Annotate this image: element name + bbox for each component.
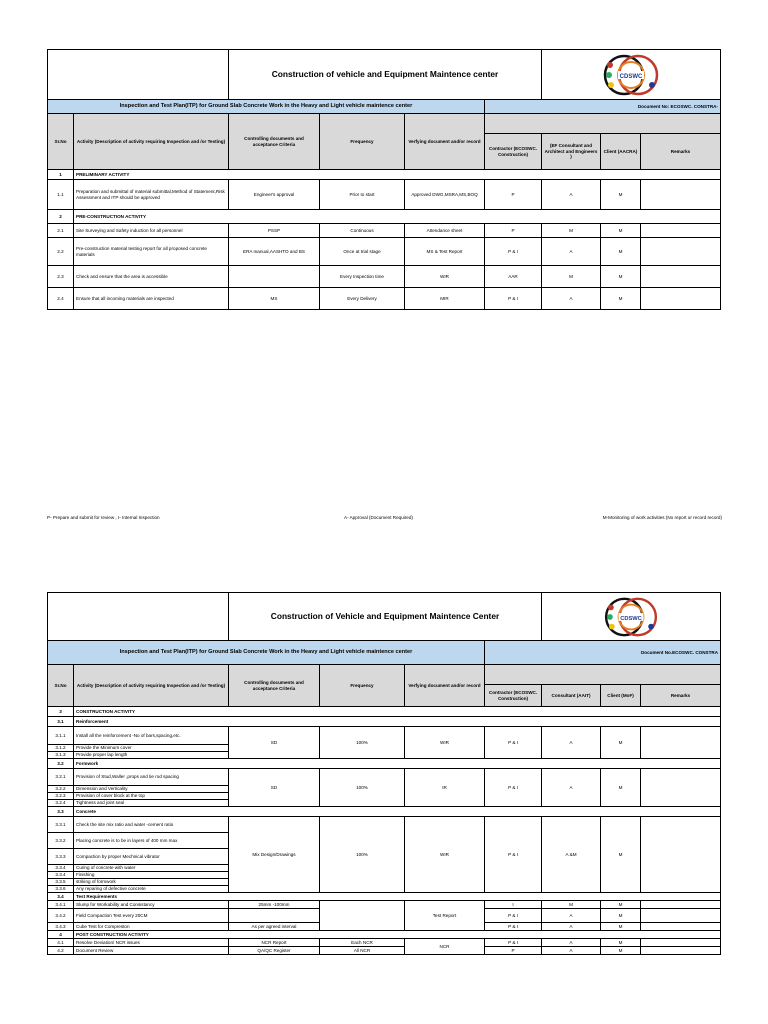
row-no: 3.1 [48, 717, 74, 727]
row-activity: Ensure that all incoming materials are inspected [74, 288, 229, 310]
row-frequency [320, 901, 405, 931]
table-row [48, 238, 721, 266]
page-title: Construction of Vehicle and Equipment Maintence Center [229, 593, 542, 641]
row-remarks [641, 180, 721, 210]
row-no: 2 [48, 210, 74, 224]
row-controlling: SD [229, 727, 320, 759]
row-activity: Resolve Deviation/ NCR issues [74, 939, 229, 947]
table-row [48, 210, 721, 224]
col-activity: Activity (Description of activity requiring Inspection and /or Testing) [74, 114, 229, 170]
legend-m: M-Monitoring of work activities (No report or record record) [602, 515, 722, 520]
row-no: 3.2.2 [48, 786, 74, 793]
row-activity: Finishing [74, 872, 229, 879]
row-consultant: M [542, 901, 601, 909]
header-blank [48, 593, 229, 641]
table-row [48, 901, 721, 909]
table-row [48, 288, 721, 310]
row-client: M [601, 769, 641, 807]
row-verifying: WIR [405, 727, 485, 759]
row-no: 3.4.2 [48, 909, 74, 923]
row-frequency: 100% [320, 817, 405, 893]
row-remarks [641, 923, 721, 931]
row-no: 3.3 [48, 807, 74, 817]
row-verifying: MS & Test Report [405, 238, 485, 266]
row-consultant: A [542, 939, 601, 947]
table-row [48, 170, 721, 180]
col-consultant: (EF Consultant and Architect and Engineers ) [542, 134, 601, 170]
table-row [48, 947, 721, 955]
row-no: 3 [48, 707, 74, 717]
row-no: 2.2 [48, 238, 74, 266]
row-no: 3.2.3 [48, 793, 74, 800]
row-activity: Site Surveying and Safety induction for all personnel [74, 224, 229, 238]
row-controlling: ERA manual,AASHTO and BS [229, 238, 320, 266]
row-verifying: WIR [405, 266, 485, 288]
col-verifying: Verfying document and/or record [405, 665, 485, 707]
row-no: 3.4 [48, 893, 74, 901]
row-consultant: A [542, 238, 601, 266]
table-row [48, 180, 721, 210]
page-title: Construction of vehicle and Equipment Maintence center [229, 50, 542, 100]
logo-icon [596, 52, 666, 98]
row-client: M [601, 238, 641, 266]
col-remarks: Remarks [641, 685, 721, 707]
col-srno: Sr.No [48, 114, 74, 170]
row-contractor: P & I [485, 909, 542, 923]
row-client: M [601, 817, 641, 893]
row-activity: Provision of Stud,Waller ,props and tie rod spacing [74, 769, 229, 786]
row-frequency: All NCR [320, 947, 405, 955]
row-controlling: Engineer's approval [229, 180, 320, 210]
row-controlling: QA/QC Register [229, 947, 320, 955]
table-row [48, 717, 721, 727]
row-controlling: PSSP [229, 224, 320, 238]
row-consultant: M [542, 266, 601, 288]
row-contractor: P & I [485, 769, 542, 807]
row-verifying: IR [405, 769, 485, 807]
row-frequency: 100% [320, 769, 405, 807]
row-client: M [601, 939, 641, 947]
table-row [48, 727, 721, 745]
row-consultant: A [542, 769, 601, 807]
row-remarks [641, 939, 721, 947]
row-no: 1 [48, 170, 74, 180]
company-logo [542, 50, 721, 100]
itp-banner: Inspection and Test Plan(ITP) for Ground Slab Concrete Work in the Heavy and Light vehicle maintence center [48, 641, 485, 665]
row-contractor: P [485, 180, 542, 210]
row-contractor: P & I [485, 727, 542, 759]
row-no: 3.4.1 [48, 901, 74, 909]
row-no: 3.1.1 [48, 727, 74, 745]
row-no: 2.4 [48, 288, 74, 310]
table-row [48, 931, 721, 939]
row-client: M [601, 224, 641, 238]
row-controlling: SD [229, 769, 320, 807]
row-contractor: P & I [485, 238, 542, 266]
legend-a: A- Approval (Document Required) [344, 515, 413, 520]
row-remarks [641, 266, 721, 288]
col-blank [485, 114, 721, 134]
row-consultant: A [542, 288, 601, 310]
col-frequency: Frequency [320, 665, 405, 707]
row-frequency: Prior to start [320, 180, 405, 210]
table-row [48, 759, 721, 769]
row-verifying: NCR [405, 939, 485, 955]
company-logo [542, 593, 721, 641]
col-contractor: Contractor (ECOSWC. Construction) [485, 134, 542, 170]
row-remarks [641, 238, 721, 266]
row-client: M [601, 923, 641, 931]
row-client: M [601, 288, 641, 310]
table-row [48, 807, 721, 817]
col-client: Client (MoF) [601, 685, 641, 707]
row-consultant: A [542, 909, 601, 923]
legend-p: P- Prepare and submit for review , I- Internal Inspection [47, 515, 160, 520]
row-no: 3.3.2 [48, 833, 74, 849]
row-no: 3.3.4 [48, 865, 74, 872]
col-activity: Activity (Description of activity requiring Inspection and /or Testing) [74, 665, 229, 707]
row-activity: Provision of cover block at the top [74, 793, 229, 800]
logo-icon [596, 595, 666, 639]
row-contractor: P [485, 224, 542, 238]
itp-banner: Inspection and Test Plan(ITP) for Ground Slab Concrete Work in the Heavy and Light vehicle maintence center [48, 100, 485, 114]
section-title: Reinforcement [74, 717, 721, 727]
row-no: 2.1 [48, 224, 74, 238]
row-remarks [641, 727, 721, 759]
row-no: 3.3.3 [48, 849, 74, 865]
row-frequency: Each NCR [320, 939, 405, 947]
row-activity: Document Review [74, 947, 229, 955]
section-title: Formwork [74, 759, 721, 769]
row-activity: Slump for Workability and Consistancy [74, 901, 229, 909]
col-frequency: Frequency [320, 114, 405, 170]
row-remarks [641, 224, 721, 238]
row-contractor: P & I [485, 288, 542, 310]
row-no: 4 [48, 931, 74, 939]
row-remarks [641, 769, 721, 807]
row-no: 3.1.2 [48, 745, 74, 752]
itp-sheet-2 [47, 592, 720, 955]
table-row [48, 893, 721, 901]
row-no: 4.2 [48, 947, 74, 955]
row-activity: Field Compaction Test every 20CM [74, 909, 229, 923]
row-consultant: A &M [542, 817, 601, 893]
row-frequency: Every Delivery [320, 288, 405, 310]
row-activity: Dimension and Verticality [74, 786, 229, 793]
row-frequency: Every Inspection time [320, 266, 405, 288]
row-controlling: Mix Design/Drawings [229, 817, 320, 893]
row-verifying: WIR [405, 817, 485, 893]
table-row [48, 224, 721, 238]
row-remarks [641, 947, 721, 955]
row-verifying: Test Report [405, 901, 485, 931]
row-client: M [601, 180, 641, 210]
row-controlling: NCR Report [229, 939, 320, 947]
row-consultant: A [542, 727, 601, 759]
section-title: PRE-CONSTRUCTION ACTIVITY [74, 210, 721, 224]
itp-sheet-1 [47, 49, 720, 310]
row-activity: Curing of concrete with water [74, 865, 229, 872]
row-activity: Compaction by proper Mechnical vibrator [74, 849, 229, 865]
row-consultant: A [542, 923, 601, 931]
row-contractor: P [485, 947, 542, 955]
table-row [48, 817, 721, 833]
col-controlling: Controlling documents and acceptance Criteria [229, 665, 320, 707]
row-no: 3.2.4 [48, 800, 74, 807]
row-controlling: As per agreed interval [229, 923, 320, 931]
row-activity: Cube Test for Compreston [74, 923, 229, 931]
section-title: Concrete [74, 807, 721, 817]
section-title: PRELIMINARY ACTIVITY [74, 170, 721, 180]
row-remarks [641, 901, 721, 909]
row-activity: Any reparing of defective concrete [74, 886, 229, 893]
row-contractor: P & I [485, 939, 542, 947]
row-remarks [641, 817, 721, 893]
row-no: 3.3.6 [48, 886, 74, 893]
row-no: 3.2.1 [48, 769, 74, 786]
col-remarks: Remarks [641, 134, 721, 170]
row-controlling [229, 909, 320, 923]
svg-text:CDSWC: CDSWC [620, 615, 642, 622]
row-activity: Tightness and joint seal [74, 800, 229, 807]
table-row [48, 266, 721, 288]
row-activity: Install all the reinforcement -No of bars,spacing,etc. [74, 727, 229, 745]
row-activity: Check the site mix ratio and water -cement ratio [74, 817, 229, 833]
document-number: Document No.ECOSWC. CONSTRA [485, 641, 721, 665]
row-frequency: Once at trial stage [320, 238, 405, 266]
section-title: POST CONSTRUCTION ACTIVITY [74, 931, 721, 939]
row-remarks [641, 288, 721, 310]
row-contractor: P & I [485, 817, 542, 893]
col-srno: Sr.No [48, 665, 74, 707]
row-activity: Placing concrete is to be in layers of 400 mm max [74, 833, 229, 849]
row-frequency: Continuous [320, 224, 405, 238]
row-frequency: 100% [320, 727, 405, 759]
row-consultant: A [542, 180, 601, 210]
row-consultant: M [542, 224, 601, 238]
col-verifying: Verfying document and/or record [405, 114, 485, 170]
row-verifying: Approved DWG,MSRA,MS,BOQ [405, 180, 485, 210]
svg-text:CDSWC: CDSWC [619, 73, 643, 80]
header-blank [48, 50, 229, 100]
row-no: 4.1 [48, 939, 74, 947]
row-no: 2.3 [48, 266, 74, 288]
row-contractor: I [485, 901, 542, 909]
col-consultant: Consultant (AAIT) [542, 685, 601, 707]
section-title: CONSTRUCTION ACTIVITY [74, 707, 721, 717]
row-client: M [601, 901, 641, 909]
table-row [48, 707, 721, 717]
row-client: M [601, 266, 641, 288]
row-activity: Preparation and submittal of material submittal,Method of Statement,Risk Assessment and ITP should be approved [74, 180, 229, 210]
col-client: Client (AACRA) [601, 134, 641, 170]
row-no: 3.2 [48, 759, 74, 769]
row-consultant: A [542, 947, 601, 955]
row-no: 1.1 [48, 180, 74, 210]
table-row [48, 769, 721, 786]
row-client: M [601, 727, 641, 759]
col-blank [485, 665, 721, 685]
row-controlling [229, 266, 320, 288]
row-contractor: P & I [485, 923, 542, 931]
row-client: M [601, 909, 641, 923]
row-verifying: MIR [405, 288, 485, 310]
document-number: Document No: ECOSWC. CONSTRA- [485, 100, 721, 114]
row-no: 3.3.4 [48, 872, 74, 879]
row-activity: Provide the Minimum cover [74, 745, 229, 752]
row-controlling: MS [229, 288, 320, 310]
section-title: Test Requirements [74, 893, 721, 901]
row-client: M [601, 947, 641, 955]
table-row [48, 939, 721, 947]
row-remarks [641, 909, 721, 923]
row-no: 3.3.1 [48, 817, 74, 833]
col-controlling: Controlling documents and acceptance Criteria [229, 114, 320, 170]
row-activity: Pre-construction material testing report for all proposed concrete materials [74, 238, 229, 266]
row-activity: Check and ensure that the area is accessible [74, 266, 229, 288]
row-verifying: Attendance sheet [405, 224, 485, 238]
row-no: 3.4.3 [48, 923, 74, 931]
row-no: 3.3.5 [48, 879, 74, 886]
row-activity: Provide proper lap length [74, 752, 229, 759]
row-no: 3.1.3 [48, 752, 74, 759]
col-contractor: Contractor (ECOSWC. Construction) [485, 685, 542, 707]
row-activity: striking of formwork [74, 879, 229, 886]
row-controlling: 25mm -100mm [229, 901, 320, 909]
row-contractor: AAR [485, 266, 542, 288]
